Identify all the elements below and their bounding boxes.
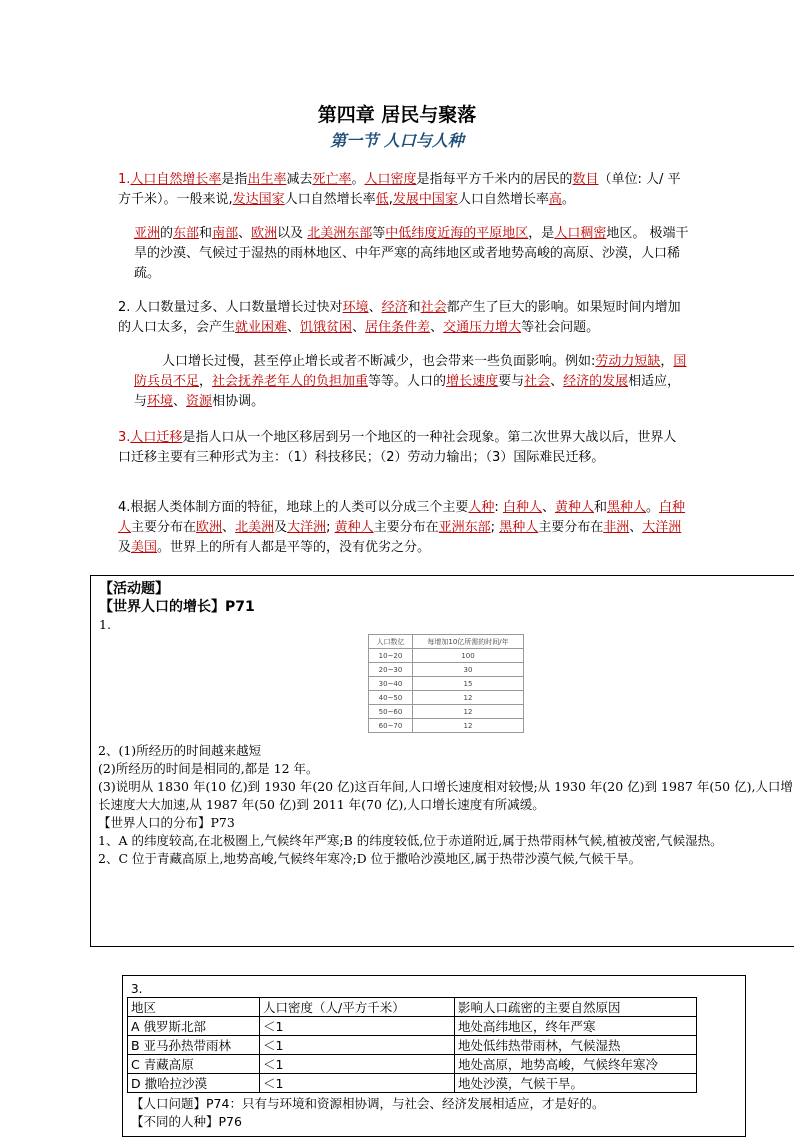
races-heading: 【不同的人种】P76: [131, 1114, 242, 1129]
table-header-row: 地区 人口密度（人/平方千米） 影响人口疏密的主要自然原因: [128, 998, 697, 1017]
activity-answers: [98, 742, 794, 868]
population-problem-answer: 【人口问题】P74：只有与环境和资源相协调，与社会、经济发展相适应，才是好的。: [131, 1096, 605, 1111]
paragraph-1: 1.人口自然增长率是指出生率减去死亡率。人口密度是指每平方千米内的居民的数目（单位: 人/ 平方千米）。一般来说,发达国家人口自然增长率低,发展中国家人口自然增长率高。: [118, 172, 681, 207]
table-row: D 撒哈拉沙漠 ＜1 地处沙漠，气候干旱。: [128, 1074, 697, 1093]
density-table: [127, 997, 697, 1093]
table-row: 60~70 12: [369, 719, 524, 733]
table-row: 20~30 30: [369, 663, 524, 677]
activity-heading: 【活动题】: [99, 581, 169, 597]
table-row: C 青藏高原 ＜1 地处高原，地势高峻，气候终年寒冷: [128, 1055, 697, 1074]
table-row: 50~60 12: [369, 705, 524, 719]
activity-section-growth: 【世界人口的增长】P71: [99, 599, 255, 615]
paragraph-2: 2. 人口数量过多、人口数量增长过快对环境、经济和社会都产生了巨大的影响。如果短时间内增加的人口太多，会产生就业困难、饥饿贫困、居住条件差、交通压力增大等社会问题。: [118, 300, 681, 335]
table-row: B 亚马孙热带雨林 ＜1 地处低纬热带雨林，气候湿热: [128, 1036, 697, 1055]
answer-line: (3)说明从 1830 年(10 亿)到 1930 年(20 亿)这百年间,人口增长速度相对较慢;从 1930 年(20 亿)到 1987 年(50 亿),人口增长速度大大加速,从 1987 年(50 亿)到 2011 年(70 亿),人口增长速度有所减缓。: [98, 779, 793, 812]
table-row: A 俄罗斯北部 ＜1 地处高纬地区，终年严寒: [128, 1017, 697, 1036]
table-row: 30~40 15: [369, 677, 524, 691]
answer-line: (2)所经历的时间是相同的,都是 12 年。: [98, 761, 319, 776]
item-number: 3.: [131, 982, 143, 996]
answer-line: 2、(1)所经历的时间越来越短: [98, 743, 262, 758]
answer-line: 1、A 的纬度较高,在北极圈上,气候终年严寒;B 的纬度较低,位于赤道附近,属于热带雨林气候,植被茂密,气候湿热。: [98, 833, 723, 848]
table-row: 10~20 100: [369, 649, 524, 663]
answer-line: 2、C 位于青藏高原上,地势高峻,气候终年寒冷;D 位于撒哈沙漠地区,属于热带沙漠气候,气候干旱。: [98, 851, 642, 866]
paragraph-4: 4.根据人类体制方面的特征，地球上的人类可以分成三个主要人种: 白种人、黄种人和黑种人。白种人主要分布在欧洲、北美洲及大洋洲; 黄种人主要分布在亚洲东部; 黑种人主要分布在非洲、大洋洲及美国。世界上的所有人都是平等的，没有优劣之分。: [118, 500, 686, 555]
paragraph-3: 3.人口迁移是指人口从一个地区移居到另一个地区的一种社会现象。第二次世界大战以后，世界人口迁移主要有三种形式为主：（1）科技移民；（2）劳动力输出；（3）国际难民迁移。: [118, 430, 677, 465]
table-row: 40~50 12: [369, 691, 524, 705]
activity-item-1: 1.: [99, 617, 111, 632]
chapter-title: 第四章 居民与聚落: [317, 104, 477, 126]
section-title: 第一节 人口与人种: [330, 131, 464, 150]
paragraph-1b: 亚洲的东部和南部、欧洲以及 北美洲东部等中低纬度近海的平原地区，是人口稠密地区。 极端干旱的沙漠、气候过于湿热的雨林地区、中年严寒的高纬地区或者地势高峻的高原、沙漠，人口稀疏。: [134, 226, 689, 281]
paragraph-2b: 人口增长过慢，甚至停止增长或者不断减少，也会带来一些负面影响。例如:劳动力短缺，国防兵员不足，社会抚养老年人的负担加重等等。人口的增长速度要与社会、经济的发展相适应，与环境、资源相协调。: [134, 354, 687, 409]
activity-section-distribution: 【世界人口的分布】P73: [98, 815, 235, 830]
table-header-row: 人口数亿 每增加10亿所需的时间/年: [369, 635, 524, 649]
density-box: [122, 975, 746, 1137]
growth-mini-table: [368, 634, 524, 733]
